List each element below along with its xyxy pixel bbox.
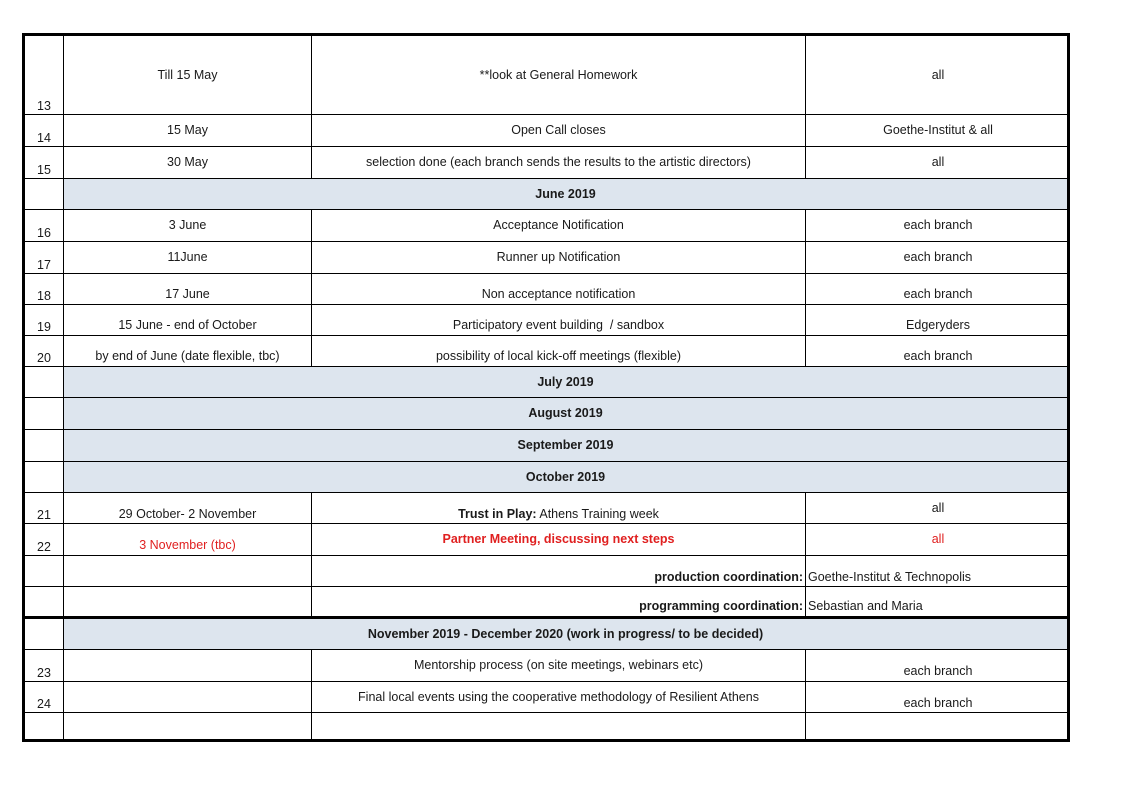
date-cell: 3 June [168, 218, 207, 232]
task-cell: Acceptance Notification [493, 218, 624, 232]
month-row [25, 367, 1067, 398]
table-row [25, 210, 1067, 242]
owner-cell: all [931, 155, 945, 169]
row-number: 24 [37, 697, 51, 711]
date-cell: 15 June - end of October [118, 318, 257, 332]
task-cell: Open Call closes [511, 123, 606, 137]
table-row [25, 242, 1067, 274]
owner-cell: Goethe-Institut & all [883, 123, 993, 137]
date-cell: 30 May [167, 155, 208, 169]
row-number: 15 [37, 163, 51, 177]
month-row [25, 619, 1067, 650]
row-number: 16 [37, 226, 51, 240]
task-cell: Non acceptance notification [481, 287, 636, 301]
table-row [25, 682, 1067, 713]
task-cell: Partner Meeting, discussing next steps [442, 532, 675, 546]
table-row [25, 713, 1067, 742]
task-cell: Final local events using the cooperative methodology of Resilient Athens [358, 690, 759, 704]
date-cell: Till 15 May [157, 68, 218, 82]
table-row [25, 305, 1067, 336]
owner-cell: all [931, 501, 945, 515]
owner-cell: each branch [903, 696, 973, 710]
owner-cell: each branch [903, 250, 973, 264]
month-header: November 2019 - December 2020 (work in progress/ to be decided) [64, 619, 1067, 649]
date-cell: 17 June [165, 287, 210, 301]
coordination-value: Sebastian and Maria [808, 599, 923, 613]
table-row [25, 524, 1067, 556]
table-row [25, 336, 1067, 367]
owner-cell: Edgeryders [906, 318, 970, 332]
schedule-table [22, 33, 1070, 742]
coordination-value: Goethe-Institut & Technopolis [808, 570, 972, 584]
row-number: 17 [37, 258, 51, 272]
row-number: 22 [37, 540, 51, 554]
row-number: 20 [37, 351, 51, 365]
task-title-bold: Trust in Play: [458, 507, 537, 521]
row-number: 18 [37, 289, 51, 303]
coordination-row [25, 556, 1067, 587]
month-header: June 2019 [64, 179, 1067, 209]
task-cell: Runner up Notification [496, 250, 621, 264]
task-cell: Mentorship process (on site meetings, webinars etc) [413, 658, 703, 672]
table-row [25, 115, 1067, 147]
table-row [25, 650, 1067, 682]
owner-cell: each branch [903, 218, 973, 232]
month-header: July 2019 [64, 367, 1067, 397]
coordination-label: programming coordination: [639, 599, 803, 613]
owner-cell: each branch [903, 664, 973, 678]
row-number: 19 [37, 320, 51, 334]
date-cell: by end of June (date flexible, tbc) [95, 349, 280, 363]
row-number: 21 [37, 508, 51, 522]
owner-cell: each branch [903, 349, 973, 363]
owner-cell: all [931, 532, 945, 546]
task-cell: possibility of local kick-off meetings (flexible) [435, 349, 681, 363]
month-header: September 2019 [64, 430, 1067, 461]
month-row [25, 430, 1067, 462]
owner-cell: all [931, 68, 945, 82]
row-number: 23 [37, 666, 51, 680]
date-cell: 29 October- 2 November [118, 507, 257, 521]
date-cell: 11June [167, 250, 208, 264]
table-row [25, 274, 1067, 305]
table-row [25, 36, 1067, 115]
month-row [25, 462, 1067, 493]
task-cell: **look at General Homework [479, 68, 638, 82]
month-header: October 2019 [64, 462, 1067, 492]
month-header: August 2019 [64, 398, 1067, 429]
table-row [25, 493, 1067, 524]
task-cell: selection done (each branch sends the results to the artistic directors) [366, 155, 751, 169]
coordination-row [25, 587, 1067, 619]
month-row [25, 179, 1067, 210]
table-row [25, 147, 1067, 179]
task-cell [312, 507, 805, 521]
row-number: 13 [37, 99, 51, 113]
owner-cell: each branch [903, 287, 973, 301]
month-row [25, 398, 1067, 430]
date-cell: 15 May [167, 123, 208, 137]
coordination-label: production coordination: [654, 570, 803, 584]
row-number: 14 [37, 131, 51, 145]
task-title-rest: Athens Training week [536, 507, 659, 521]
date-cell: 3 November (tbc) [139, 538, 236, 552]
task-cell: Participatory event building / sandbox [452, 318, 665, 332]
